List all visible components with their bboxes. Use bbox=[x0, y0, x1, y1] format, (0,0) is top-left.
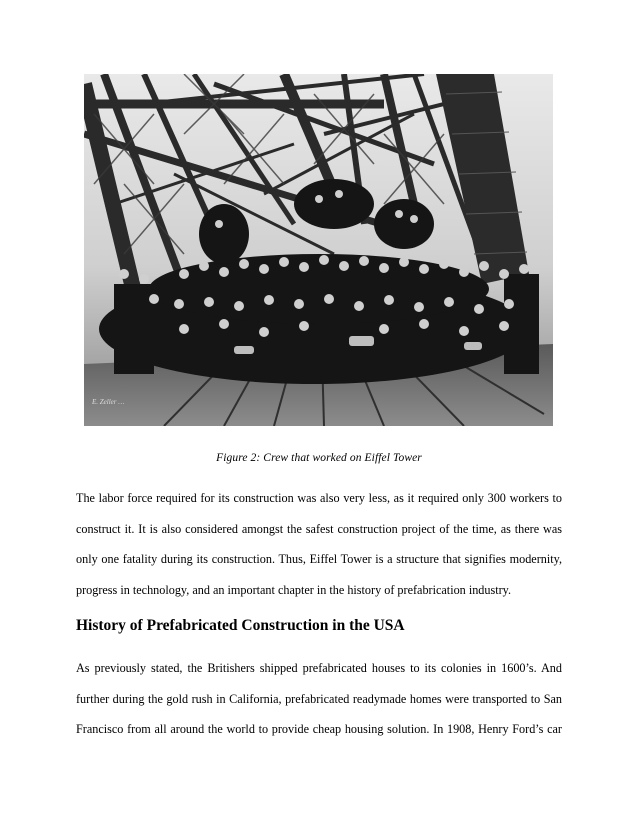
crew-photograph bbox=[84, 74, 553, 426]
paragraph-line: As previously stated, the Britishers shipped prefabricated houses to its colonies in 1600’s. And bbox=[76, 661, 562, 675]
section-heading: History of Prefabricated Construction in the USA bbox=[76, 617, 405, 634]
paragraph-labor-force bbox=[76, 483, 562, 605]
photograph-icon bbox=[84, 74, 553, 426]
paragraph-line: The labor force required for its construction was also very less, as it required only 300 workers to bbox=[76, 491, 562, 505]
paragraph-line: Francisco from all around the world to provide cheap housing solution. In 1908, Henry Ford’s car bbox=[76, 722, 562, 736]
paragraph-line: progress in technology, and an important chapter in the history of prefabrication industry. bbox=[76, 582, 512, 597]
paragraph-line: construct it. It is also considered amongst the safest construction project of the time, as there was bbox=[76, 521, 562, 536]
paragraph-usa-history bbox=[76, 653, 562, 745]
paragraph-line: only one fatality during its construction. Thus, Eiffel Tower is a structure that signifies modernity, bbox=[76, 552, 562, 566]
photo-inscription: E. Zeller … bbox=[92, 398, 125, 406]
figure-caption: Figure 2: Crew that worked on Eiffel Tower bbox=[216, 452, 422, 464]
paragraph-line: further during the gold rush in California, prefabricated readymade homes were transported to San bbox=[76, 691, 562, 706]
